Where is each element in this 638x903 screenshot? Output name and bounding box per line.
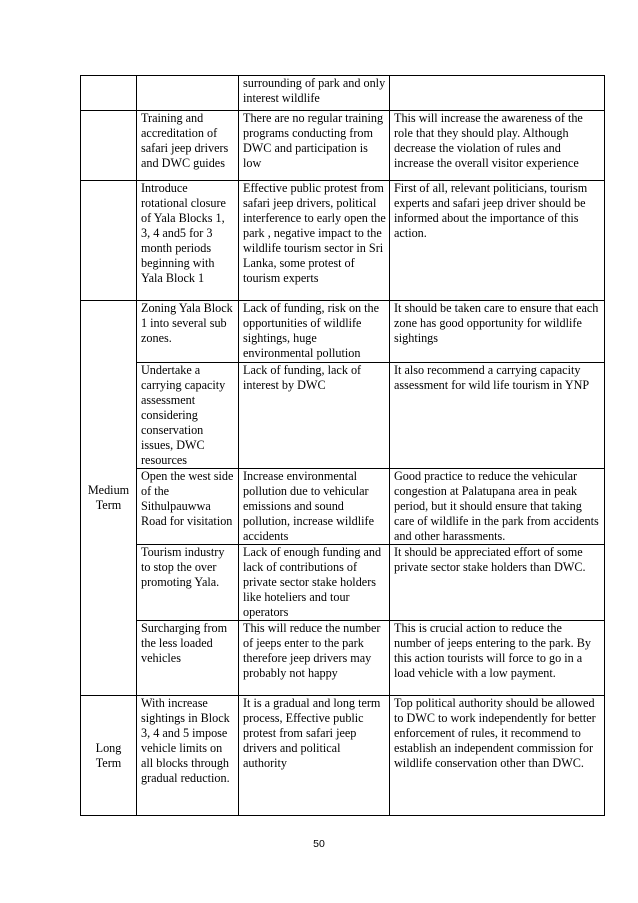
term-cell [81, 76, 137, 111]
action-cell: Zoning Yala Block 1 into several sub zones. [137, 301, 239, 363]
remark-cell: It also recommend a carrying capacity assessment for wild life tourism in YNP [390, 363, 605, 469]
issue-cell: Lack of funding, lack of interest by DWC [239, 363, 390, 469]
table-row [81, 469, 605, 545]
remark-cell: Good practice to reduce the vehicular congestion at Palatupana area in peak period, but it should ensure that taking care of wildlife in the park from accidents and other harassments. [390, 469, 605, 545]
action-cell: With increase sightings in Block 3, 4 and 5 impose vehicle limits on all blocks through gradual reduction. [137, 696, 239, 816]
issue-cell: Lack of funding, risk on the opportunities of wildlife sightings, huge environmental pollution [239, 301, 390, 363]
term-cell [81, 111, 137, 181]
remark-cell [390, 76, 605, 111]
table-row [81, 111, 605, 181]
issue-cell: It is a gradual and long term process, Effective public protest from safari jeep drivers and political authority [239, 696, 390, 816]
table-row [81, 545, 605, 621]
remark-cell: It should be appreciated effort of some private sector stake holders than DWC. [390, 545, 605, 621]
table-row [81, 363, 605, 469]
remark-cell: This is crucial action to reduce the number of jeeps entering to the park. By this action tourists will force to go in a load vehicle with a low payment. [390, 621, 605, 696]
issue-cell: Effective public protest from safari jeep drivers, political interference to early open the park , negative impact to the wildlife tourism sector in Sri Lanka, some protest of tourism experts [239, 181, 390, 301]
action-plan-table [80, 75, 605, 816]
issue-cell: This will reduce the number of jeeps enter to the park therefore jeep drivers may probably not happy [239, 621, 390, 696]
remark-cell: This will increase the awareness of the role that they should play. Although decrease the violation of rules and increase the overall visitor experience [390, 111, 605, 181]
action-cell: Undertake a carrying capacity assessment considering conservation issues, DWC resources [137, 363, 239, 469]
table-row [81, 76, 605, 111]
action-cell [137, 76, 239, 111]
action-cell: Surcharging from the less loaded vehicles [137, 621, 239, 696]
long-term-label: Long Term [81, 696, 137, 816]
table-row [81, 621, 605, 696]
issue-cell: Lack of enough funding and lack of contributions of private sector stake holders like hoteliers and tour operators [239, 545, 390, 621]
issue-cell: Increase environmental pollution due to vehicular emissions and sound pollution, increase wildlife accidents [239, 469, 390, 545]
issue-cell: There are no regular training programs conducting from DWC and participation is low [239, 111, 390, 181]
medium-term-label: Medium Term [81, 301, 137, 696]
issue-cell: surrounding of park and only interest wildlife [239, 76, 390, 111]
remark-cell: First of all, relevant politicians, tourism experts and safari jeep driver should be informed about the importance of this action. [390, 181, 605, 301]
term-cell [81, 181, 137, 301]
table-row [81, 301, 605, 363]
action-cell: Training and accreditation of safari jeep drivers and DWC guides [137, 111, 239, 181]
table-row [81, 181, 605, 301]
table-row [81, 696, 605, 816]
remark-cell: It should be taken care to ensure that each zone has good opportunity for wildlife sightings [390, 301, 605, 363]
action-cell: Tourism industry to stop the over promoting Yala. [137, 545, 239, 621]
page-number: 50 [313, 838, 325, 850]
remark-cell: Top political authority should be allowed to DWC to work independently for better enforcement of rules, it recommend to establish an independent commission for wildlife conservation other than DWC. [390, 696, 605, 816]
action-cell: Open the west side of the Sithulpauwwa Road for visitation [137, 469, 239, 545]
action-cell: Introduce rotational closure of Yala Blocks 1, 3, 4 and5 for 3 month periods beginning with Yala Block 1 [137, 181, 239, 301]
